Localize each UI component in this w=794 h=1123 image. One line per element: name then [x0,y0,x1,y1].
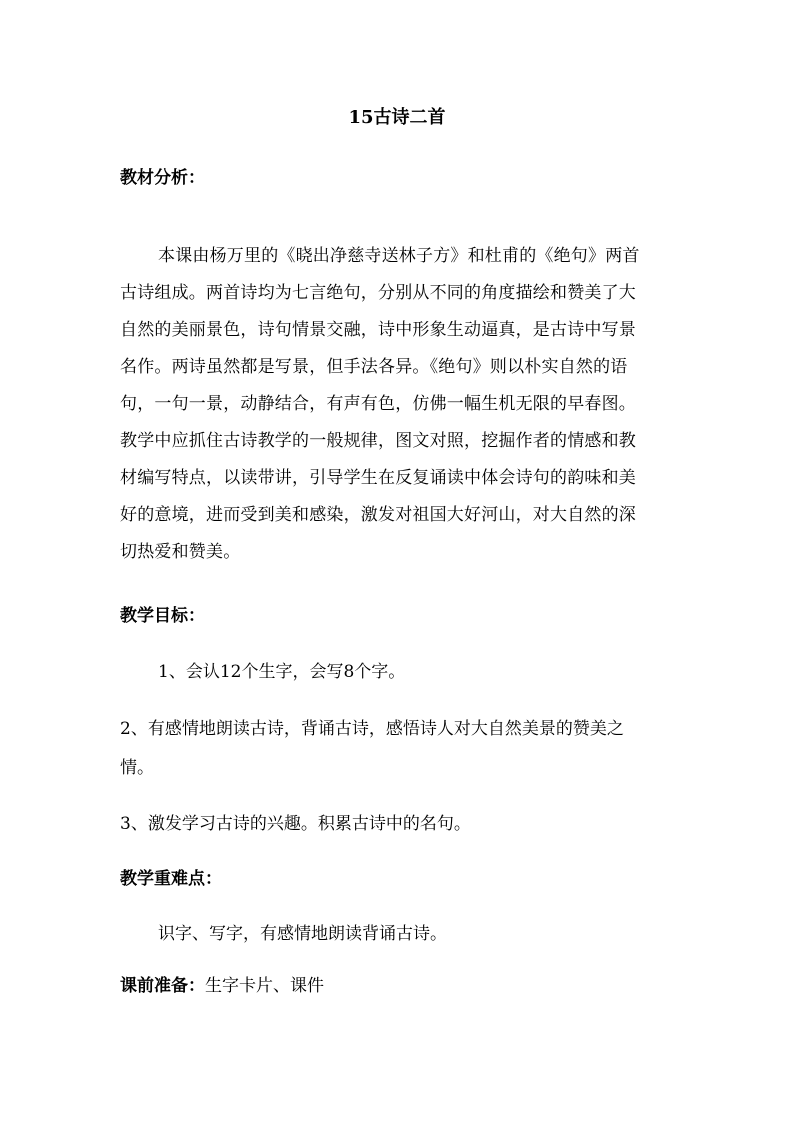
analysis-heading: 教材分析： [120,168,205,188]
goal-item-2-line-1: 2、有感情地朗读古诗，背诵古诗，感悟诗人对大自然美景的赞美之 [120,719,624,739]
analysis-line: 自然的美丽景色，诗句情景交融，诗中形象生动逼真，是古诗中写景 [120,320,636,340]
document-title: 15古诗二首 [348,107,446,128]
preparation-text: 生字卡片、课件 [205,976,324,996]
analysis-line: 好的意境，进而受到美和感染，激发对祖国大好河山，对大自然的深 [120,505,636,525]
goal-item-1: 1、会认12个生字，会写8个字。 [158,662,406,682]
analysis-line: 材编写特点，以读带讲，引导学生在反复诵读中体会诗句的韵味和美 [120,468,636,488]
analysis-line: 教学中应抓住古诗教学的一般规律，图文对照，挖掘作者的情感和教 [120,431,636,451]
analysis-line: 切热爱和赞美。 [120,542,241,562]
preparation-row [120,973,324,999]
analysis-line: 古诗组成。两首诗均为七言绝句，分别从不同的角度描绘和赞美了大 [120,283,636,303]
goal-item-3: 3、激发学习古诗的兴趣。积累古诗中的名句。 [120,814,471,834]
goal-item-2-line-2: 情。 [120,758,154,778]
analysis-line: 名作。两诗虽然都是写景，但手法各异。《绝句》则以朴实自然的语 [120,357,628,377]
goals-heading: 教学目标： [120,606,205,626]
analysis-line: 句，一句一景，动静结合，有声有色，仿佛一幅生机无限的早春图。 [120,394,636,414]
analysis-line: 本课由杨万里的《晓出净慈寺送林子方》和杜甫的《绝句》两首 [158,246,640,266]
key-points-text: 识字、写字，有感情地朗读背诵古诗。 [158,924,447,944]
preparation-heading: 课前准备： [120,976,205,996]
key-points-heading: 教学重难点： [120,869,222,889]
analysis-paragraph [120,238,680,571]
